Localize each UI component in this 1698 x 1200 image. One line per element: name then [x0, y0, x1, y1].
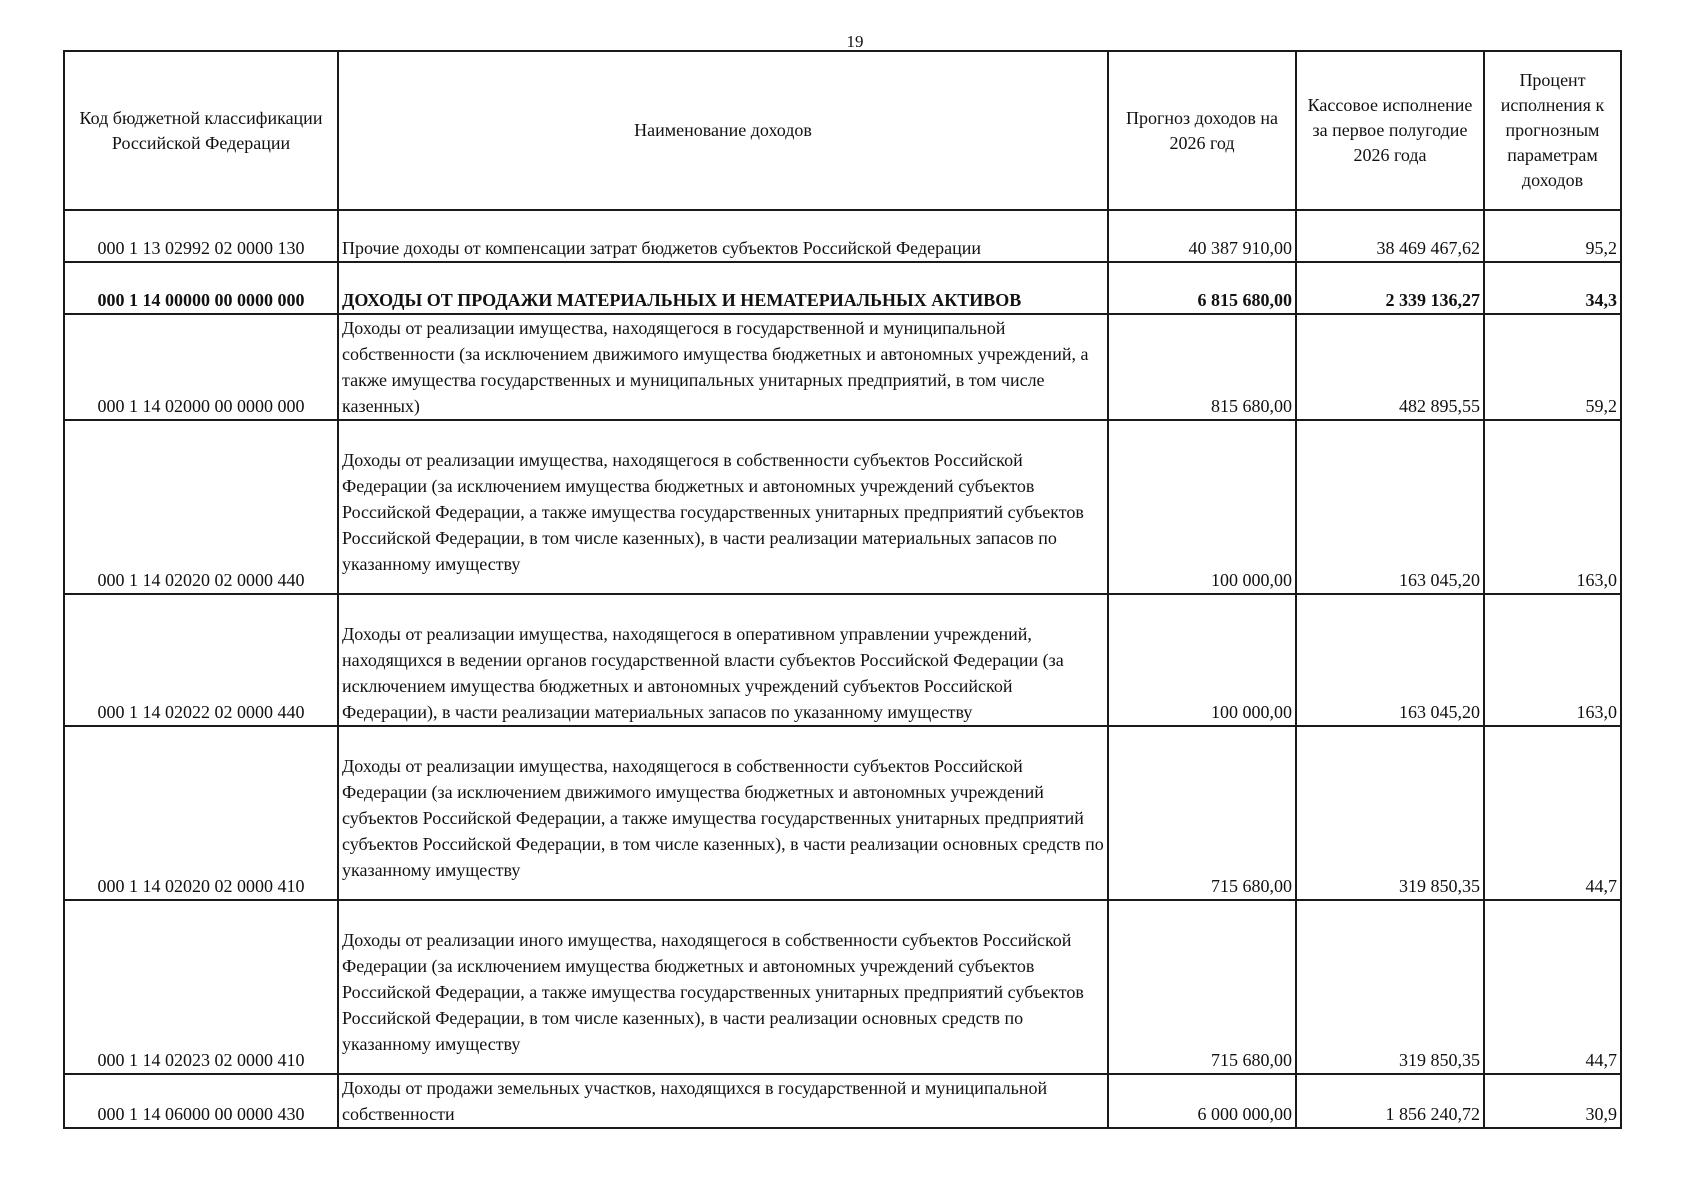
cell-forecast: 715 680,00	[1108, 900, 1296, 1074]
cell-cash: 319 850,35	[1296, 900, 1484, 1074]
cell-name: Доходы от реализации имущества, находящегося в собственности субъектов Российской Федерации (за исключением движимого имущества бюджетных и автономных учреждений субъектов Российской Федерации, а также имущества государственных унитарных предприятий субъектов Российской Федерации, в том числе казенных), в части реализации основных средств по указанному имуществу	[338, 726, 1108, 900]
table-row	[64, 314, 1621, 420]
table-header	[64, 51, 1621, 210]
cell-cash: 163 045,20	[1296, 420, 1484, 594]
cell-percent: 30,9	[1484, 1074, 1621, 1128]
cell-code: 000 1 14 02020 02 0000 440	[64, 420, 338, 594]
cell-code: 000 1 14 06000 00 0000 430	[64, 1074, 338, 1128]
table-row	[64, 210, 1621, 262]
header-row	[64, 51, 1621, 210]
cell-code: 000 1 14 00000 00 0000 000	[64, 262, 338, 314]
cell-percent: 163,0	[1484, 420, 1621, 594]
cell-name: Доходы от продажи земельных участков, находящихся в государственной и муниципальной собственности	[338, 1074, 1108, 1128]
cell-cash: 319 850,35	[1296, 726, 1484, 900]
cell-percent: 59,2	[1484, 314, 1621, 420]
cell-name: Доходы от реализации имущества, находящегося в собственности субъектов Российской Федерации (за исключением имущества бюджетных и автономных учреждений субъектов Российской Федерации, а также имущества государственных унитарных предприятий субъектов Российской Федерации, в том числе казенных), в части реализации материальных запасов по указанному имуществу	[338, 420, 1108, 594]
cell-code: 000 1 13 02992 02 0000 130	[64, 210, 338, 262]
cell-name: Доходы от реализации имущества, находящегося в оперативном управлении учреждений, находящихся в ведении органов государственной власти субъектов Российской Федерации (за исключением имущества бюджетных и автономных учреждений субъектов Российской Федерации), в части реализации материальных запасов по указанному имуществу	[338, 594, 1108, 726]
table-row	[64, 262, 1621, 314]
cell-cash: 482 895,55	[1296, 314, 1484, 420]
table-row	[64, 1074, 1621, 1128]
cell-forecast: 100 000,00	[1108, 594, 1296, 726]
cell-name: Доходы от реализации иного имущества, находящегося в собственности субъектов Российской Федерации (за исключением имущества бюджетных и автономных учреждений субъектов Российской Федерации, а также имущества государственных унитарных предприятий субъектов Российской Федерации, в том числе казенных), в части реализации основных средств по указанному имуществу	[338, 900, 1108, 1074]
cell-name: ДОХОДЫ ОТ ПРОДАЖИ МАТЕРИАЛЬНЫХ И НЕМАТЕРИАЛЬНЫХ АКТИВОВ	[338, 262, 1108, 314]
cell-cash: 2 339 136,27	[1296, 262, 1484, 314]
cell-forecast: 6 815 680,00	[1108, 262, 1296, 314]
cell-cash: 1 856 240,72	[1296, 1074, 1484, 1128]
cell-percent: 95,2	[1484, 210, 1621, 262]
table-row	[64, 420, 1621, 594]
header-forecast: Прогноз доходов на 2026 год	[1108, 51, 1296, 210]
cell-cash: 163 045,20	[1296, 594, 1484, 726]
cell-percent: 44,7	[1484, 726, 1621, 900]
cell-cash: 38 469 467,62	[1296, 210, 1484, 262]
header-code: Код бюджетной классификации Российской Федерации	[64, 51, 338, 210]
cell-forecast: 6 000 000,00	[1108, 1074, 1296, 1128]
cell-code: 000 1 14 02022 02 0000 440	[64, 594, 338, 726]
table-row	[64, 726, 1621, 900]
cell-name: Доходы от реализации имущества, находящегося в государственной и муниципальной собственности (за исключением движимого имущества бюджетных и автономных учреждений, а также имущества государственных и муниципальных унитарных предприятий, в том числе казенных)	[338, 314, 1108, 420]
cell-percent: 44,7	[1484, 900, 1621, 1074]
table-row	[64, 594, 1621, 726]
cell-code: 000 1 14 02023 02 0000 410	[64, 900, 338, 1074]
cell-percent: 34,3	[1484, 262, 1621, 314]
cell-forecast: 100 000,00	[1108, 420, 1296, 594]
cell-percent: 163,0	[1484, 594, 1621, 726]
cell-name: Прочие доходы от компенсации затрат бюджетов субъектов Российской Федерации	[338, 210, 1108, 262]
cell-code: 000 1 14 02020 02 0000 410	[64, 726, 338, 900]
revenue-table	[63, 50, 1622, 1129]
page-number: 19	[846, 32, 864, 51]
cell-forecast: 40 387 910,00	[1108, 210, 1296, 262]
header-percent: Процент исполнения к прогнозным параметрам доходов	[1484, 51, 1621, 210]
cell-forecast: 815 680,00	[1108, 314, 1296, 420]
header-cash: Кассовое исполнение за первое полугодие 2026 года	[1296, 51, 1484, 210]
header-name: Наименование доходов	[338, 51, 1108, 210]
cell-code: 000 1 14 02000 00 0000 000	[64, 314, 338, 420]
cell-forecast: 715 680,00	[1108, 726, 1296, 900]
table-body	[64, 210, 1621, 1128]
table-row	[64, 900, 1621, 1074]
